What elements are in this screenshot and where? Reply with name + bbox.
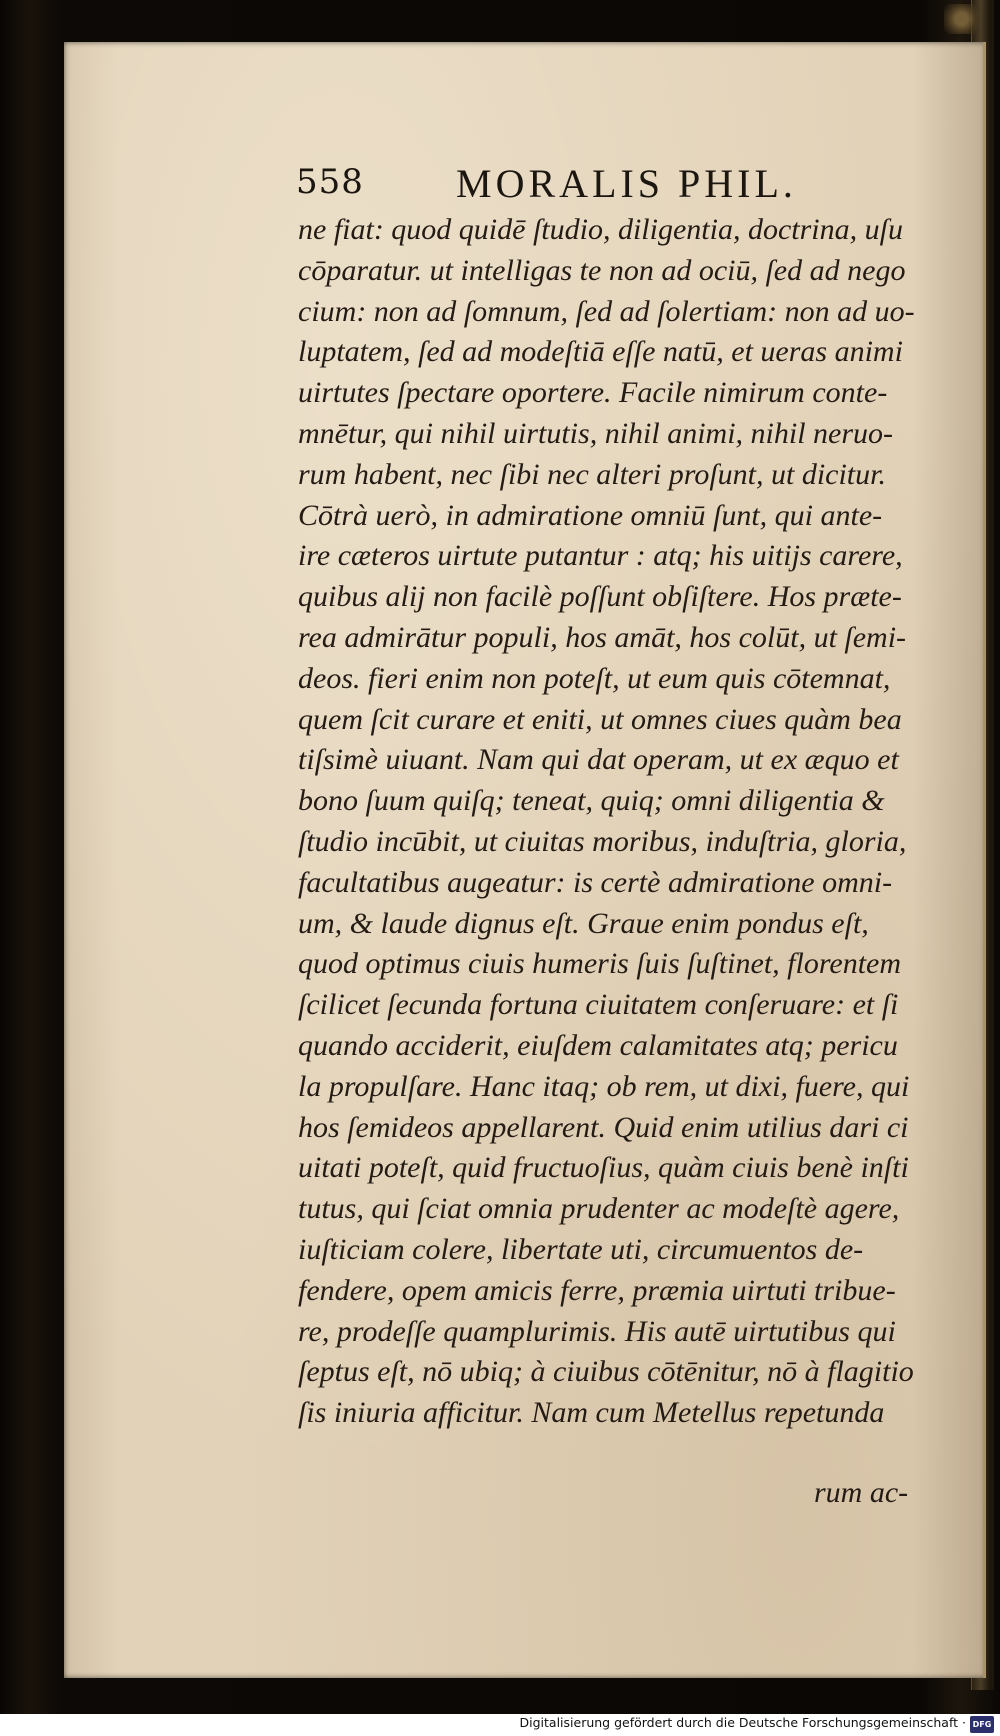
text-line: facultatibus augeatur: is certè admiratione omni- (298, 865, 893, 899)
text-line: re, prodeſſe quamplurimis. His autē uirtutibus qui (298, 1314, 896, 1348)
text-line: ire cæteros uirtute putantur : atq; his uitijs carere, (298, 539, 903, 573)
text-line: cōparatur. ut intelligas te non ad ociū, ſed ad nego (298, 253, 906, 287)
text-line: um, & laude dignus eſt. Graue enim pondus eſt, (298, 906, 869, 940)
text-line: rum habent, nec ſibi nec alteri proſunt, ut dicitur. (298, 457, 886, 491)
body-text (298, 210, 938, 1434)
dfg-logo: DFG (970, 1716, 994, 1733)
text-line: rea admirātur populi, hos amāt, hos colūt, ut ſemi- (298, 620, 907, 654)
text-line: la propulſare. Hanc itaq; ob rem, ut dixi, fuere, qui (298, 1069, 910, 1103)
text-line: tutus, qui ſciat omnia prudenter ac modeſtè agere, (298, 1192, 900, 1226)
page-header (296, 160, 816, 206)
text-line: deos. fieri enim non poteſt, ut eum quis cōtemnat, (298, 661, 891, 695)
text-line: quando acciderit, eiuſdem calamitates atq; pericu (298, 1028, 898, 1062)
text-line: ſtudio incūbit, ut ciuitas moribus, induſtria, gloria, (298, 824, 907, 858)
text-line: ſcilicet ſecunda fortuna ciuitatem conſeruare: et ſi (298, 988, 899, 1022)
text-line: quibus alij non facilè poſſunt obſiſtere. Hos præte- (298, 580, 902, 614)
running-head: MORALIS PHIL. (456, 161, 797, 206)
spine-ornament (944, 4, 988, 34)
text-line: mnētur, qui nihil uirtutis, nihil animi, nihil neruo- (298, 416, 894, 450)
text-line: fendere, opem amicis ferre, præmia uirtuti tribue- (298, 1273, 896, 1307)
text-line: iuſticiam colere, libertate uti, circumuentos de- (298, 1232, 864, 1266)
catchword: rum ac- (814, 1476, 909, 1509)
text-line: quem ſcit curare et eniti, ut omnes ciues quàm bea (298, 702, 902, 736)
text-line: ſeptus eſt, nō ubiq; à ciuibus cōtēnitur, nō à flagitio (298, 1355, 914, 1389)
text-line: uirtutes ſpectare oportere. Facile nimirum conte- (298, 376, 888, 410)
text-line: tiſsimè uiuant. Nam qui dat operam, ut ex æquo et (298, 743, 899, 777)
text-line: cium: non ad ſomnum, ſed ad ſolertiam: non ad uo- (298, 294, 915, 328)
text-line: Cōtrà uerò, in admiratione omniū ſunt, qui ante- (298, 498, 883, 532)
text-line: ne fiat: quod quidē ſtudio, diligentia, doctrina, uſu (298, 213, 903, 246)
page-number: 558 (296, 162, 364, 202)
text-line: hos ſemideos appellarent. Quid enim utilius dari ci (298, 1110, 909, 1144)
funding-credit: Digitalisierung gefördert durch die Deutsche Forschungsgemeinschaft · (519, 1715, 966, 1730)
text-line: uitati poteſt, quid fructuoſius, quàm ciuis benè inſti (298, 1151, 909, 1185)
text-line: luptatem, ſed ad modeſtiā eſſe natū, et ueras animi (298, 335, 903, 369)
text-line: quod optimus ciuis humeris ſuis ſuſtinet, florentem (298, 947, 902, 981)
text-line: ſis iniuria afficitur. Nam cum Metellus repetunda (298, 1396, 885, 1430)
text-line: bono ſuum quiſq; teneat, quiq; omni diligentia & (298, 784, 885, 818)
